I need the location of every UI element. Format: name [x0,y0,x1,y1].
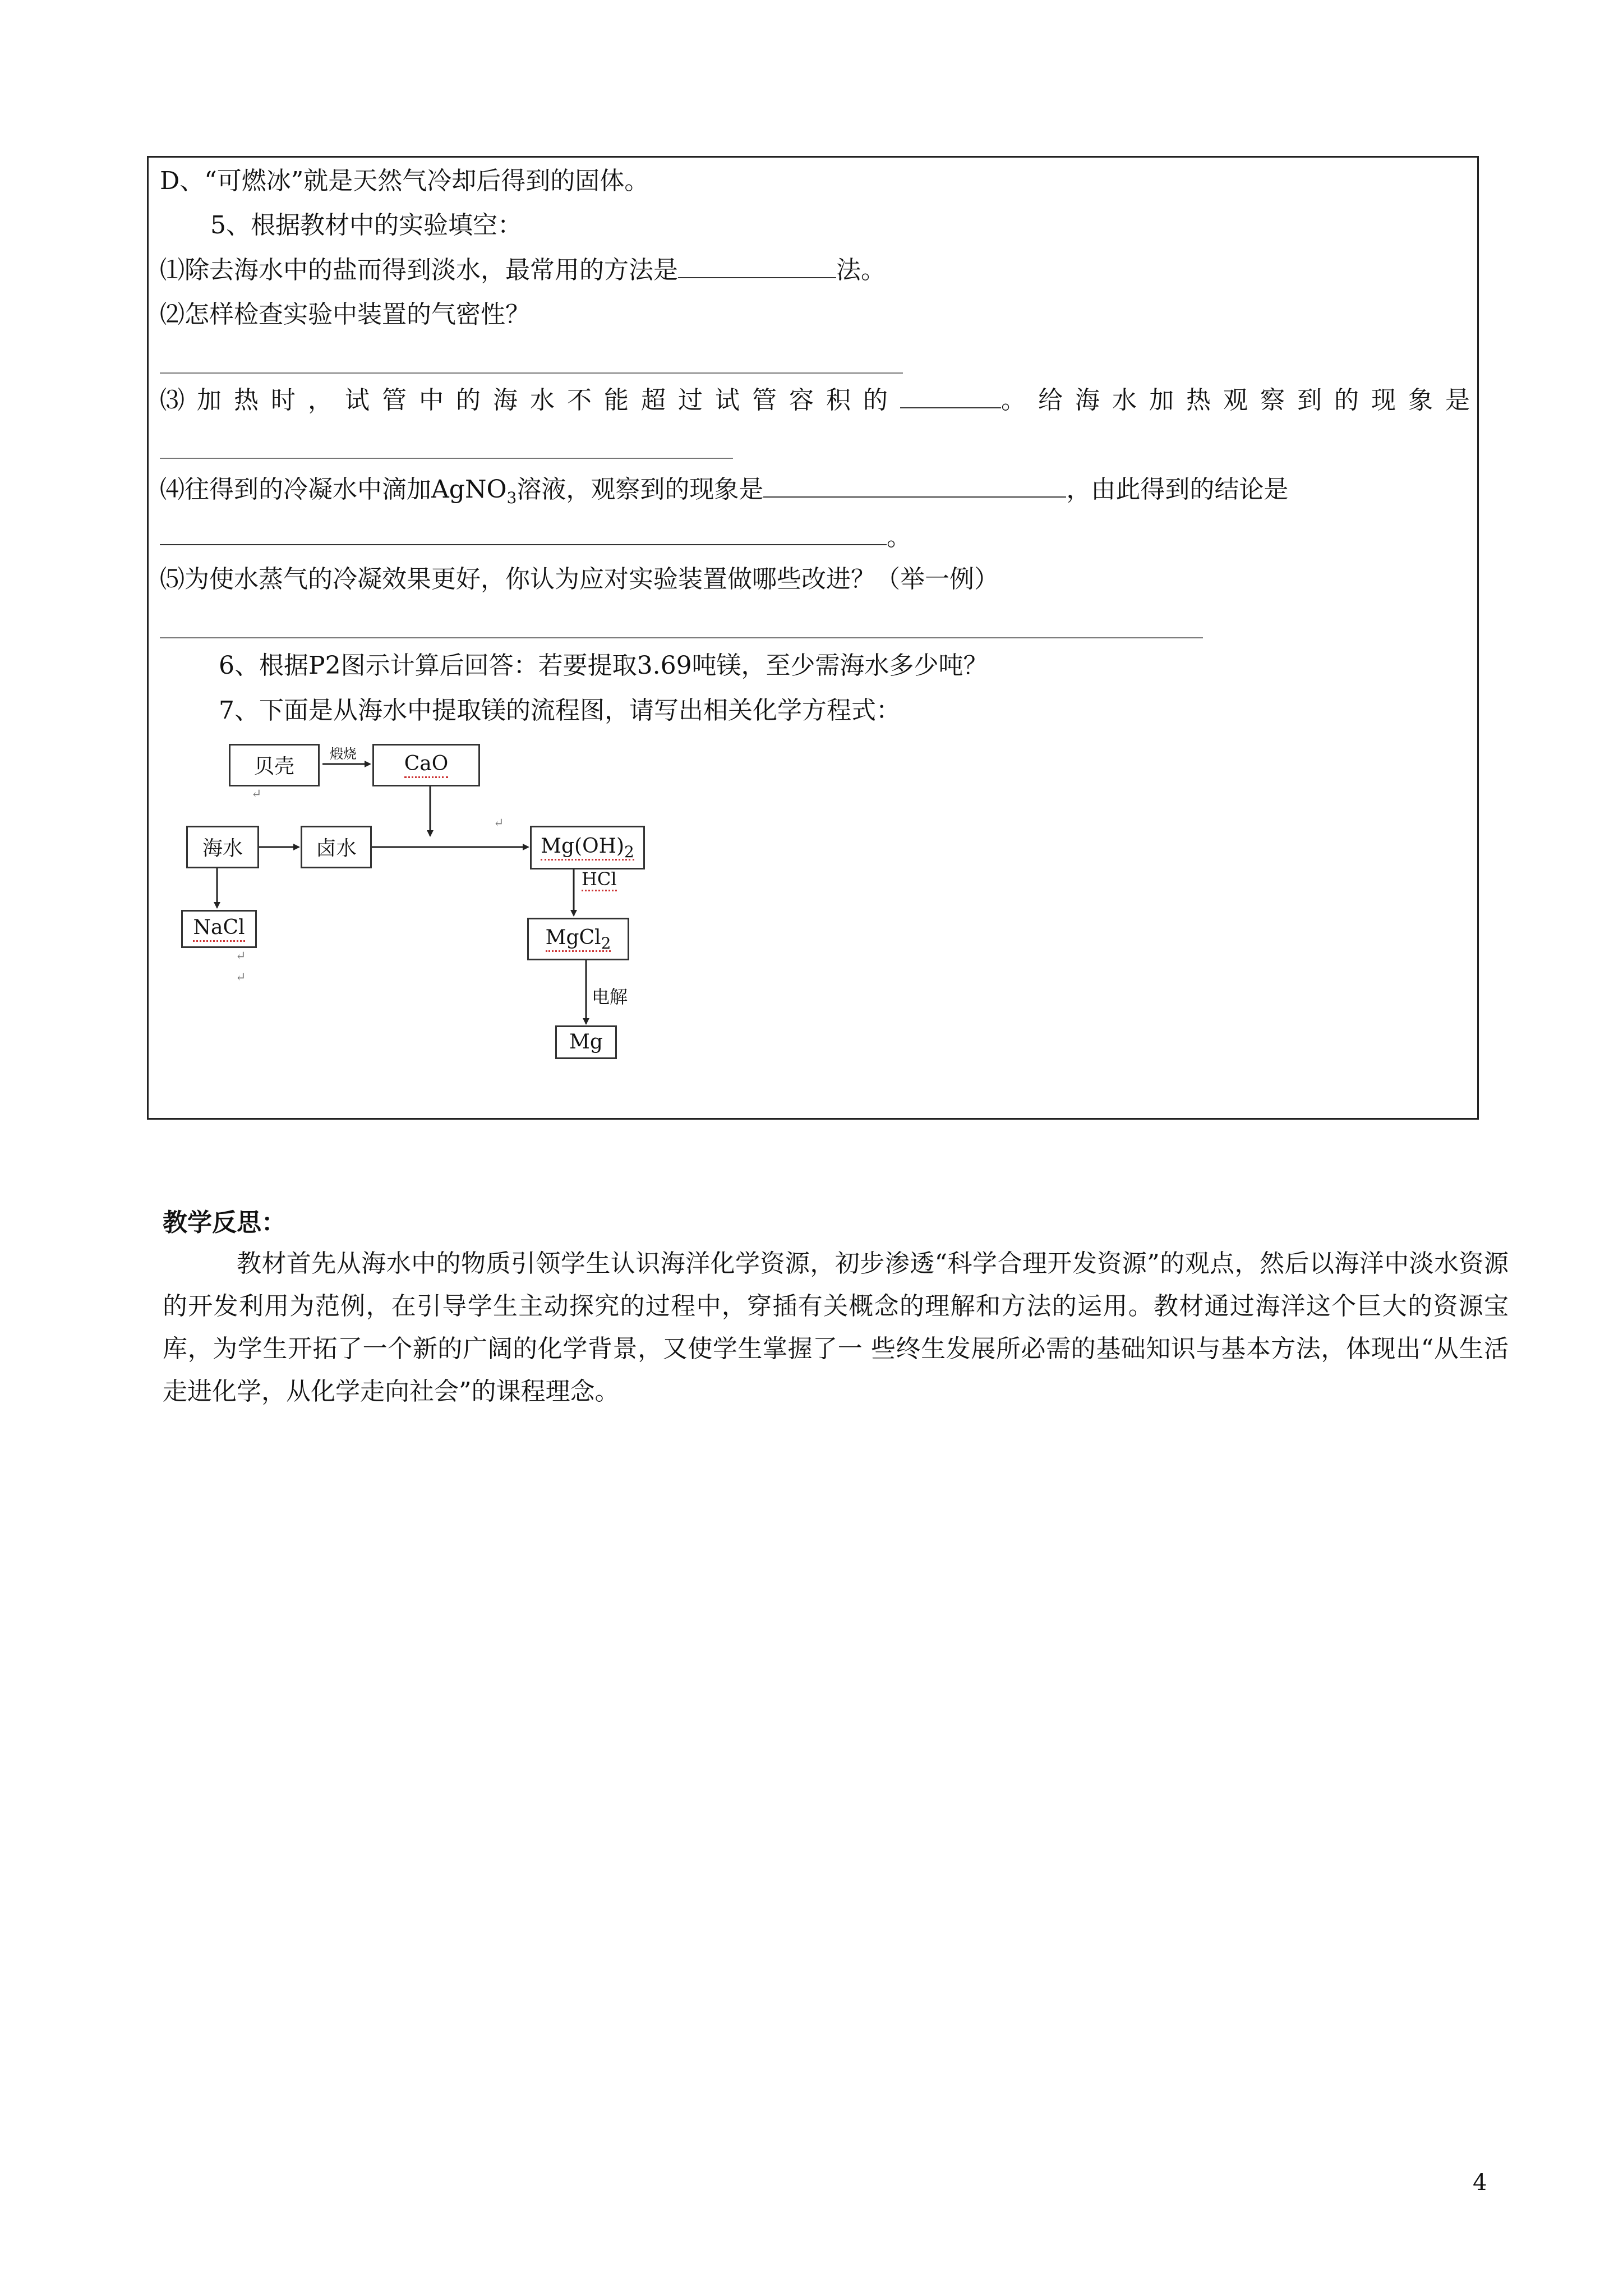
nacl-box [181,910,257,948]
silver-nitrate-subscript: 3 [506,488,517,507]
mgoh2-subscript: 2 [624,843,634,862]
mgcl2-label [546,926,611,952]
mgcl2-subscript: 2 [601,934,611,953]
seawater-label: 海水 [202,836,243,860]
mgcl2-main: MgCl [545,926,601,949]
return-mark-3: ↵ [236,949,246,963]
question-5-4-text-a: ⑷往得到的冷凝水中滴加 [160,475,431,504]
question-5-3-text-b: 。给海水加热观察到的现象是 [1001,386,1482,415]
brine-label: 卤水 [316,836,357,860]
mgcl2-box [527,918,629,960]
mg-label: Mg [569,1030,603,1053]
question-7: 7、下面是从海水中提取镁的流程图，请写出相关化学方程式： [219,696,901,725]
cao-box [372,744,480,786]
return-mark-1: ↵ [251,787,262,801]
question-5-4-text-c: ，由此得到的结论是 [1066,475,1289,504]
brine-box [301,826,372,868]
question-5-4-end: 。 [887,523,911,551]
question-5-3-text-a: ⑶加热时，试管中的海水不能超过试管容积的 [160,386,900,415]
hcl-label [582,868,617,890]
question-5-4-text-b: 溶液，观察到的现象是 [517,475,764,504]
seawater-box [186,826,259,868]
return-mark-2: ↵ [494,816,504,830]
electrolysis-label: 电解 [592,986,628,1007]
mgoh2-box [530,826,645,869]
question-5-1-text: ⑴除去海水中的盐而得到淡水，最常用的方法是 [160,256,678,284]
page-number: 4 [1473,2170,1487,2196]
mg-box [555,1025,617,1059]
silver-nitrate-main: AgNO [431,475,507,504]
calcine-label: 煅烧 [330,746,357,762]
question-6: 6、根据P2图示计算后回答：若要提取3.69吨镁，至少需海水多少吨？ [219,651,988,680]
nacl-label: NaCl [193,916,245,942]
mgoh2-main: Mg(OH) [541,835,625,858]
reflection-title: 教学反思： [163,1208,286,1237]
question-5-5: ⑸为使水蒸气的冷凝效果更好，你认为应对实验装置做哪些改进？（举一例） [160,565,999,593]
shell-box [229,744,320,786]
reflection-body: 教材首先从海水中的物质引领学生认识海洋化学资源，初步渗透“科学合理开发资源”的观点，然后以海洋中淡水资源的开发利用为范例，在引导学生主动探究的过程中，穿插有关概念的理解和方法的运用。教材通过海洋这个巨大的资源宝库，为学生开拓了一个新的广阔的化学背景，又使学生掌握了一 些终生发展所必需的基础知识与基本方法，体现出“从生活走进化学，从化学走向社会”的课程理念。 [163,1249,1509,1406]
cao-label: CaO [404,752,449,778]
question-5-title: 5、根据教材中的实验填空： [210,211,522,240]
question-5-1-suffix: 法。 [836,256,886,284]
shell-label: 贝壳 [253,754,294,778]
return-mark-4: ↵ [236,970,246,984]
mgoh2-label [541,835,634,861]
question-5-2: ⑵怎样检查实验中装置的气密性？ [160,300,530,329]
hcl-text: HCl [582,868,617,891]
option-d: D、“可燃冰”就是天然气冷却后得到的固体。 [160,167,649,195]
